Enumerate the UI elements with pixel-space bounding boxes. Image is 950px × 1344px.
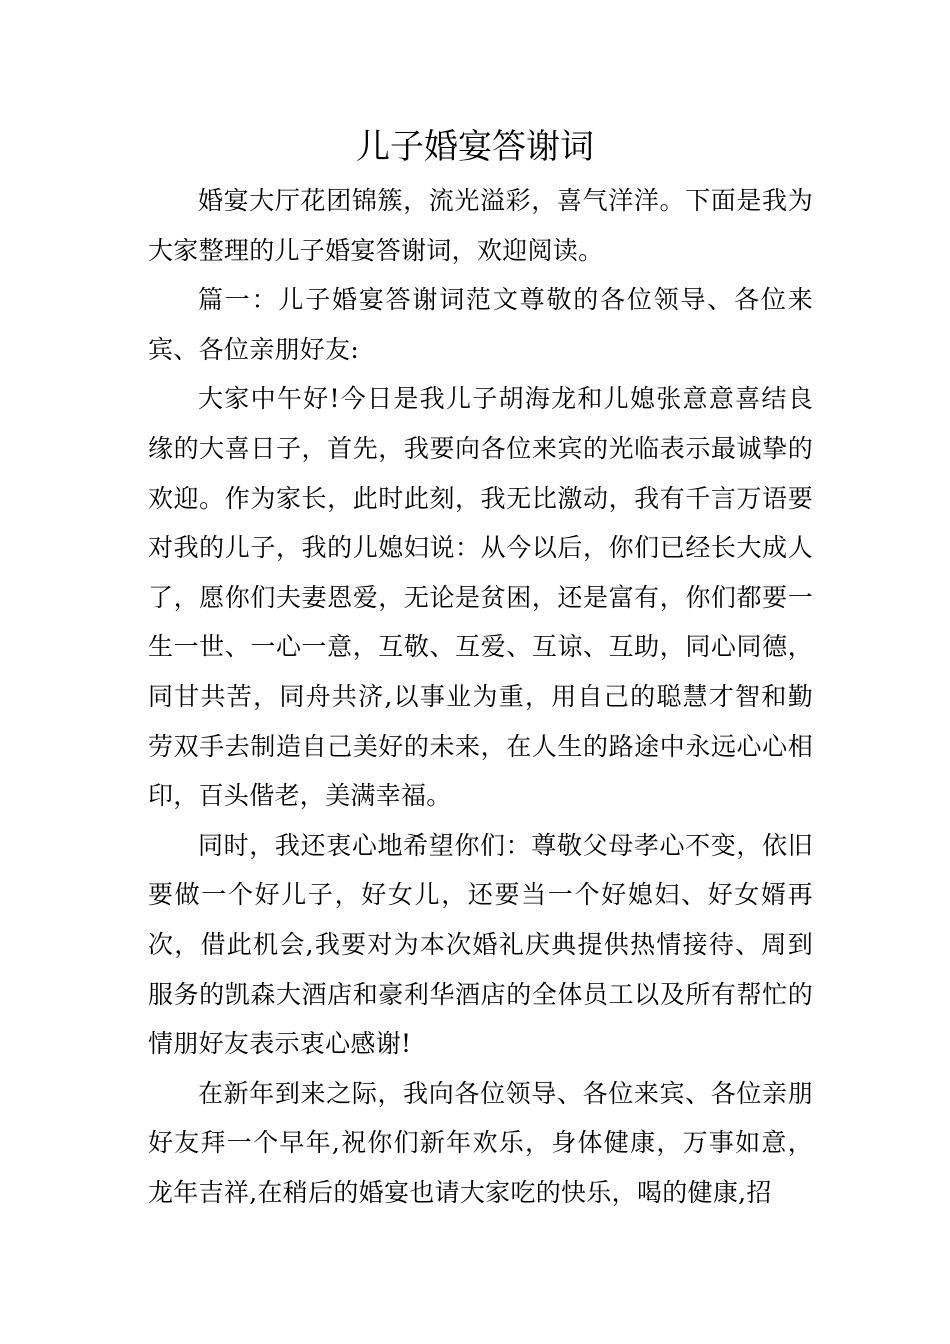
paragraph-greeting: 大家中午好!今日是我儿子胡海龙和儿媳张意意喜结良缘的大喜日子，首先，我要向各位来宾的光临表示最诚挚的欢迎。作为家长，此时此刻，我无比激动，我有千言万语要对我的儿子，我的儿媳妇说：从今以后，你们已经长大成人了，愿你们夫妻恩爱，无论是贫困，还是富有，你们都要一生一世、一心一意，互敬、互爱、互谅、互助，同心同德，同甘共苦，同舟共济,以事业为重，用自己的聪慧才智和勤劳双手去制造自己美好的未来，在人生的路途中永远心心相印，百头偕老，美满幸福。 bbox=[148, 384, 813, 811]
paragraph-wishes: 同时，我还衷心地希望你们：尊敬父母孝心不变，依旧要做一个好儿子，好女儿，还要当一个好媳妇、好女婿再次，借此机会,我要对为本次婚礼庆典提供热情接待、周到服务的凯森大酒店和豪利华酒店的全体员工以及所有帮忙的情朋好友表示衷心感谢! bbox=[148, 830, 813, 1059]
paragraph-salutation: 篇一：儿子婚宴答谢词范文尊敬的各位领导、各位来宾、各位亲朋好友: bbox=[148, 285, 813, 364]
paragraph-intro: 婚宴大厅花团锦簇，流光溢彩，喜气洋洋。下面是我为大家整理的儿子婚宴答谢词，欢迎阅读。 bbox=[148, 186, 813, 265]
document-title: 儿子婚宴答谢词 bbox=[356, 127, 594, 167]
document-body bbox=[148, 176, 813, 1217]
paragraph-new-year: 在新年到来之际，我向各位领导、各位来宾、各位亲朋好友拜一个早年,祝你们新年欢乐，身体健康，万事如意，龙年吉祥,在稍后的婚宴也请大家吃的快乐，喝的健康,招 bbox=[148, 1078, 813, 1207]
